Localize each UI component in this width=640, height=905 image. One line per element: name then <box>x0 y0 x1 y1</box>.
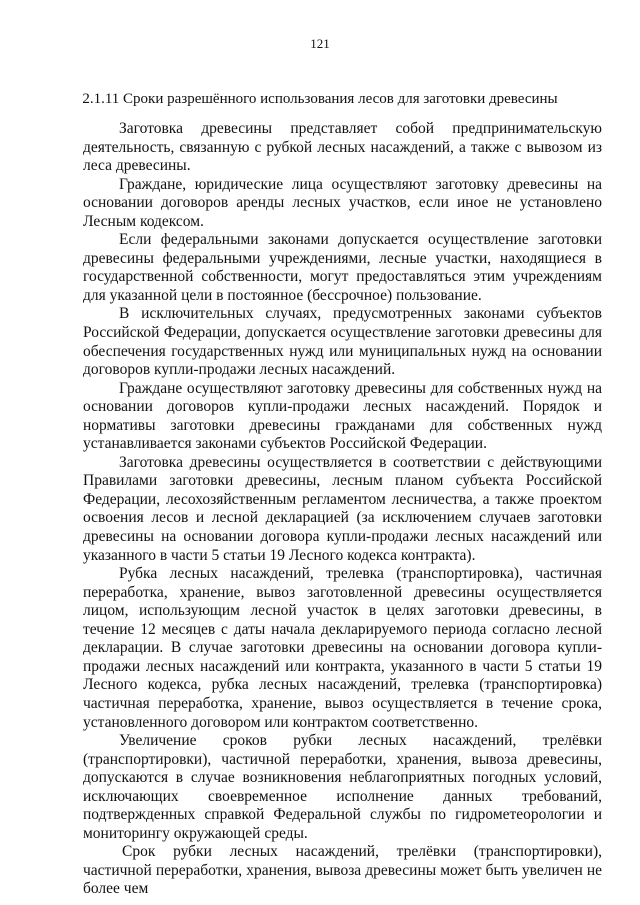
paragraph-8: Увеличение сроков рубки лесных насаждений, трелёвки (транспортировки), частичной переработки, хранения, вывоза древесины, допускаются в случае возникновения неблагоприятных погодных условий, исключающих своевременное исполнение данных требований, подтвержденных справкой Федеральной службы по гидрометеорологии и мониторингу окружающей среды. <box>83 732 602 842</box>
paragraph-3: Если федеральными законами допускается осуществление заготовки древесины федеральными учреждениями, лесные участки, находящиеся в государственной собственности, могут предоставляться этим учреждениям для указанной цели в постоянное (бессрочное) пользование. <box>83 231 602 304</box>
paragraph-1: Заготовка древесины представляет собой предпринимательскую деятельность, связанную с рубкой лесных насаждений, а также с вывозом из леса древесины. <box>83 120 602 175</box>
paragraph-2: Граждане, юридические лица осуществляют заготовку древесины на основании договоров аренды лесных участков, если иное не установлено Лесным кодексом. <box>83 175 602 230</box>
paragraph-9: Срок рубки лесных насаждений, трелёвки (транспортировки), частичной переработки, хранения, вывоза древесины может быть увеличен не более чем <box>83 843 602 898</box>
paragraph-6: Заготовка древесины осуществляется в соответствии с действующими Правилами заготовки древесины, лесным планом субъекта Российской Федерации, лесохозяйственным регламентом лесничества, а также проектом освоения лесов и лесной декларацией (за исключением случаев заготовки древесины на основании договора купли-продажи лесных насаждений или указанного в части 5 статьи 19 Лесного кодекса контракта). <box>83 453 602 564</box>
page-number: 121 <box>310 36 330 51</box>
paragraph-5: Граждане осуществляют заготовку древесины для собственных нужд на основании договоров купли-продажи лесных насаждений. Порядок и нормативы заготовки древесины гражданами для собственных нужд устанавливается законами субъектов Российской Федерации. <box>83 379 602 453</box>
section-heading: 2.1.11 Сроки разрешённого использования лесов для заготовки древесины <box>82 91 558 107</box>
document-body <box>83 120 602 899</box>
paragraph-4: В исключительных случаях, предусмотренных законами субъектов Российской Федерации, допускается осуществление заготовки древесины для обеспечения государственных нужд или муниципальных нужд на основании договоров купли-продажи лесных насаждений. <box>83 305 602 379</box>
paragraph-7: Рубка лесных насаждений, трелевка (транспортировка), частичная переработка, хранение, вывоз заготовленной древесины осуществляется лицом, использующим лесной участок в целях заготовки древесины, в течение 12 месяцев с даты начала декларируемого периода согласно лесной декларации. В случае заготовки древесины на основании договора купли-продажи лесных насаждений или контракта, указанного в части 5 статьи 19 Лесного кодекса, рубка лесных насаждений, трелевка (транспортировка) частичная переработка, хранение, вывоз осуществляется в течение срока, установленного договором или контрактом соответственно. <box>83 565 602 731</box>
